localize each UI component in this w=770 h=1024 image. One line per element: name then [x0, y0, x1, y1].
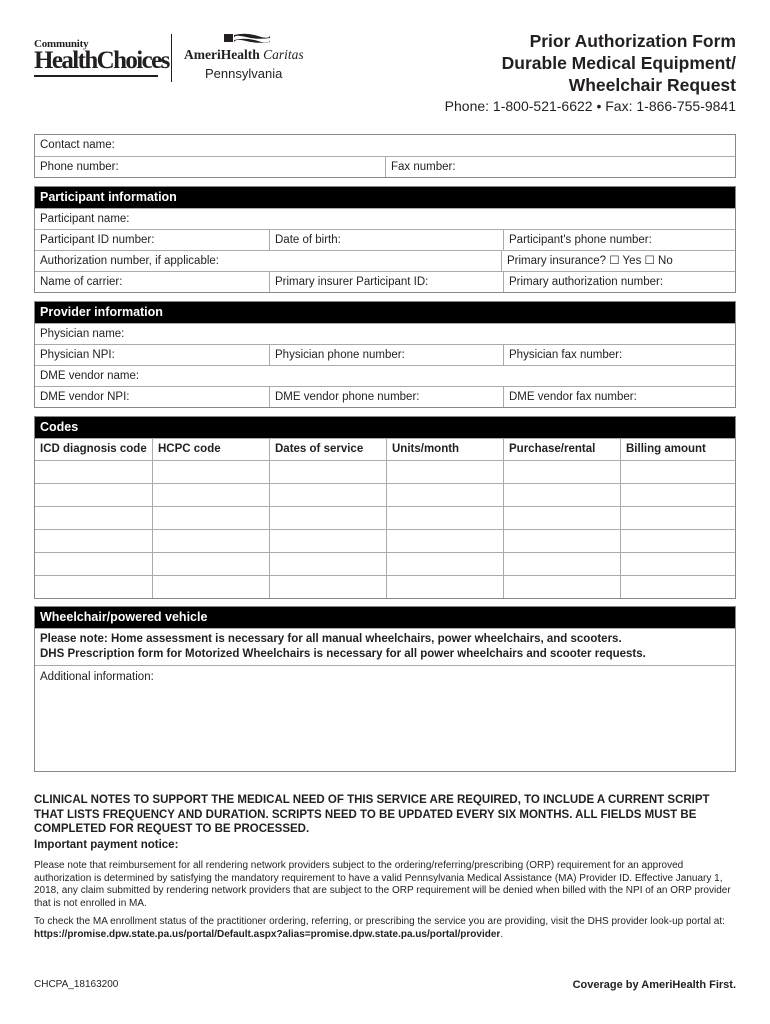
participant-phone-field[interactable]: Participant's phone number:	[503, 230, 735, 250]
participant-header: Participant information	[35, 187, 735, 208]
additional-information-field[interactable]: Additional information:	[35, 665, 735, 771]
codes-rows	[35, 460, 735, 598]
title-line-3: Wheelchair Request	[568, 75, 736, 95]
form-code: CHCPA_18163200	[34, 979, 119, 990]
title-line-2: Durable Medical Equipment/	[501, 53, 736, 73]
contact-phone-row	[35, 156, 735, 177]
dme-vendor-fax-field[interactable]: DME vendor fax number:	[503, 387, 735, 407]
clinical-notes-statement: CLINICAL NOTES TO SUPPORT THE MEDICAL NEED OF THIS SERVICE ARE REQUIRED, TO INCLUDE A CURRENT SCRIPT THAT LISTS FREQUENCY AND DURATION. SCRIPTS NEED TO BE UPDATED EVERY SIX MONTHS. ALL FIELDS MUST BE COMPLETED FOR REQUEST TO BE PROCESSED.	[34, 794, 710, 835]
contact-name-field[interactable]: Contact name:	[40, 139, 115, 151]
title-line-1: Prior Authorization Form	[529, 31, 736, 51]
codes-table-cell[interactable]	[386, 484, 503, 506]
form-title	[502, 30, 736, 96]
codes-table-row	[35, 483, 735, 506]
codes-table-row	[35, 575, 735, 598]
logo-area	[34, 30, 324, 86]
physician-fax-field[interactable]: Physician fax number:	[503, 345, 735, 365]
provider-section	[34, 301, 736, 408]
payment-notice-title: Important payment notice:	[34, 839, 179, 851]
codes-table-cell[interactable]	[35, 530, 152, 552]
chc-logo-top: Community	[34, 38, 89, 50]
primary-insurer-id-field[interactable]: Primary insurer Participant ID:	[269, 272, 503, 292]
codes-table-cell[interactable]	[620, 507, 735, 529]
codes-table-cell[interactable]	[503, 553, 620, 575]
authorization-number-field[interactable]: Authorization number, if applicable:	[40, 255, 219, 267]
codes-table-cell[interactable]	[386, 553, 503, 575]
codes-table-cell[interactable]	[35, 507, 152, 529]
wheelchair-header: Wheelchair/powered vehicle	[35, 607, 735, 628]
codes-table-row	[35, 552, 735, 575]
codes-table-cell[interactable]	[35, 461, 152, 483]
codes-table-cell[interactable]	[620, 484, 735, 506]
participant-name-field[interactable]: Participant name:	[40, 213, 130, 225]
wheelchair-note-1: Please note: Home assessment is necessary for all manual wheelchairs, power wheelchairs, and scooters.	[40, 633, 622, 645]
physician-phone-field[interactable]: Physician phone number:	[269, 345, 503, 365]
physician-npi-row	[35, 344, 735, 365]
logo-divider	[171, 34, 172, 82]
primary-auth-number-field[interactable]: Primary authorization number:	[503, 272, 735, 292]
codes-table-row	[35, 460, 735, 483]
codes-table-cell[interactable]	[152, 461, 269, 483]
codes-table-cell[interactable]	[503, 507, 620, 529]
codes-table-cell[interactable]	[386, 507, 503, 529]
codes-section	[34, 416, 736, 599]
primary-insurance-checkboxes[interactable]: Primary insurance? ☐ Yes ☐ No	[501, 251, 733, 271]
wheelchair-notes	[35, 628, 735, 665]
dme-vendor-npi-field[interactable]: DME vendor NPI:	[40, 391, 130, 403]
participant-id-field[interactable]: Participant ID number:	[40, 234, 155, 246]
column-header: ICD diagnosis code	[40, 443, 147, 455]
provider-header: Provider information	[35, 302, 735, 323]
codes-table-cell[interactable]	[620, 576, 735, 598]
codes-table-cell[interactable]	[503, 530, 620, 552]
contact-name-row	[35, 135, 735, 156]
column-header: Billing amount	[620, 439, 735, 460]
codes-table-cell[interactable]	[269, 530, 386, 552]
codes-header: Codes	[35, 417, 735, 438]
payment-notice-paragraph-2: To check the MA enrollment status of the practitioner ordering, referring, or prescribing the service you are providing, visit the DHS provider look-up portal at: https://promise.dpw.state.pa.us/portal/Default.aspx?alias=promise.dpw.state.pa.us/portal/provider.	[34, 916, 725, 940]
chc-logo-main: HealthChoices	[34, 47, 169, 74]
footer-tagline: Coverage by AmeriHealth First.	[572, 979, 736, 991]
physician-name-row	[35, 323, 735, 344]
codes-table-cell[interactable]	[35, 576, 152, 598]
codes-table-cell[interactable]	[35, 553, 152, 575]
carrier-row	[35, 271, 735, 292]
provider-lookup-link[interactable]: https://promise.dpw.state.pa.us/portal/Default.aspx?alias=promise.dpw.state.pa.us/portal/provider	[34, 928, 501, 940]
physician-name-field[interactable]: Physician name:	[40, 328, 125, 340]
codes-table-cell[interactable]	[269, 553, 386, 575]
codes-table-cell[interactable]	[620, 461, 735, 483]
column-header: Dates of service	[269, 439, 386, 460]
column-header: Purchase/rental	[503, 439, 620, 460]
codes-table-cell[interactable]	[152, 530, 269, 552]
codes-table-cell[interactable]	[503, 484, 620, 506]
codes-table-cell[interactable]	[620, 553, 735, 575]
date-of-birth-field[interactable]: Date of birth:	[269, 230, 503, 250]
column-header: Units/month	[386, 439, 503, 460]
dme-vendor-npi-row	[35, 386, 735, 407]
dme-vendor-name-field[interactable]: DME vendor name:	[40, 370, 140, 382]
column-header: HCPC code	[152, 439, 269, 460]
codes-table-cell[interactable]	[152, 507, 269, 529]
contact-box	[34, 134, 736, 178]
codes-table-cell[interactable]	[386, 530, 503, 552]
codes-table-row	[35, 506, 735, 529]
participant-name-row	[35, 208, 735, 229]
codes-table-cell[interactable]	[152, 576, 269, 598]
codes-table-cell[interactable]	[269, 576, 386, 598]
dme-vendor-phone-field[interactable]: DME vendor phone number:	[269, 387, 503, 407]
wheelchair-section	[34, 606, 736, 772]
codes-table-cell[interactable]	[269, 484, 386, 506]
codes-table-cell[interactable]	[386, 576, 503, 598]
codes-table-cell[interactable]	[386, 461, 503, 483]
codes-table-cell[interactable]	[269, 507, 386, 529]
codes-table-cell[interactable]	[269, 461, 386, 483]
participant-section	[34, 186, 736, 293]
contact-fax-field[interactable]: Fax number:	[385, 157, 735, 177]
contact-phone-field[interactable]: Phone number:	[40, 161, 119, 173]
phone-fax-line: Phone: 1-800-521-6622 • Fax: 1-866-755-9841	[444, 98, 736, 114]
payment-notice-paragraph-1: Please note that reimbursement for all rendering network providers subject to the ordering/referring/prescribing (ORP) requirement for an approved authorization is determined by satisfying the mandatory requirement to have a valid Pennsylvania Medical Assistance (MA) Provider ID. Effective January 1, 2018, any claim submitted by rendering network providers that are subject to the ORP requirement will be denied when billed with the NPI of an ORP provider that is not enrolled in MA.	[34, 860, 731, 909]
codes-table-cell[interactable]	[35, 484, 152, 506]
dme-vendor-name-row	[35, 365, 735, 386]
chc-logo-underline	[34, 75, 158, 77]
flag-icon	[224, 32, 270, 46]
codes-table-cell[interactable]	[620, 530, 735, 552]
ahc-logo-name: AmeriHealth Caritas	[184, 47, 304, 62]
codes-table-cell[interactable]	[503, 576, 620, 598]
codes-column-headers	[35, 438, 735, 460]
codes-table-row	[35, 529, 735, 552]
codes-table-cell[interactable]	[503, 461, 620, 483]
wheelchair-note-2: DHS Prescription form for Motorized Wheelchairs is necessary for all power wheelchairs and scooter requests.	[40, 648, 646, 660]
codes-table-cell[interactable]	[152, 484, 269, 506]
codes-table-cell[interactable]	[152, 553, 269, 575]
authorization-row	[35, 250, 735, 271]
physician-npi-field[interactable]: Physician NPI:	[40, 349, 115, 361]
ahc-logo-state: Pennsylvania	[205, 66, 283, 81]
participant-id-row	[35, 229, 735, 250]
carrier-name-field[interactable]: Name of carrier:	[40, 276, 123, 288]
